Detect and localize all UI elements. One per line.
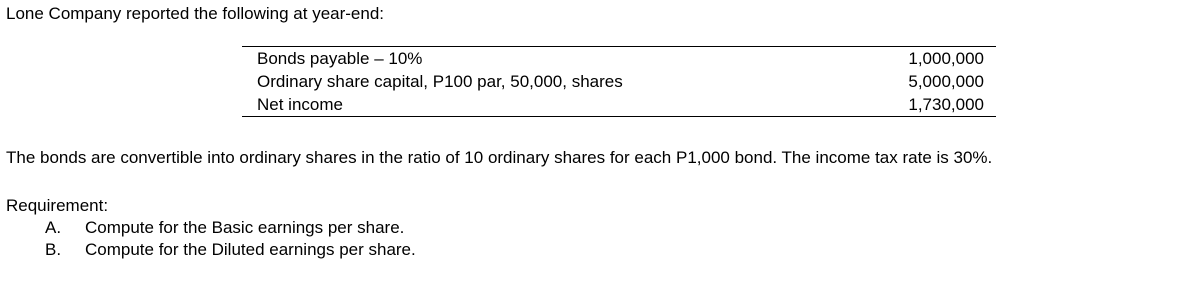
table-row [242,93,996,116]
intro-text: Lone Company reported the following at year-end: [6,4,385,23]
row-label: Ordinary share capital, P100 par, 50,000, shares [257,72,623,91]
row-label: Bonds payable – 10% [257,49,423,68]
conversion-note: The bonds are convertible into ordinary shares in the ratio of 10 ordinary shares for each P1,000 bond. The income tax rate is 30%. [6,148,993,167]
table-row [242,47,996,70]
row-amount: 1,000,000 [908,49,984,68]
requirement-list [45,217,416,261]
item-text: Compute for the Diluted earnings per share. [85,240,416,259]
row-amount: 5,000,000 [908,72,984,91]
table-row [242,70,996,93]
list-item [45,239,416,261]
item-marker: B. [45,240,62,259]
row-amount: 1,730,000 [908,95,984,114]
row-label: Net income [257,95,343,114]
financial-data-table [242,46,996,117]
item-text: Compute for the Basic earnings per share. [85,218,405,237]
item-marker: A. [45,218,62,237]
requirement-heading: Requirement: [6,196,109,215]
list-item [45,217,416,239]
